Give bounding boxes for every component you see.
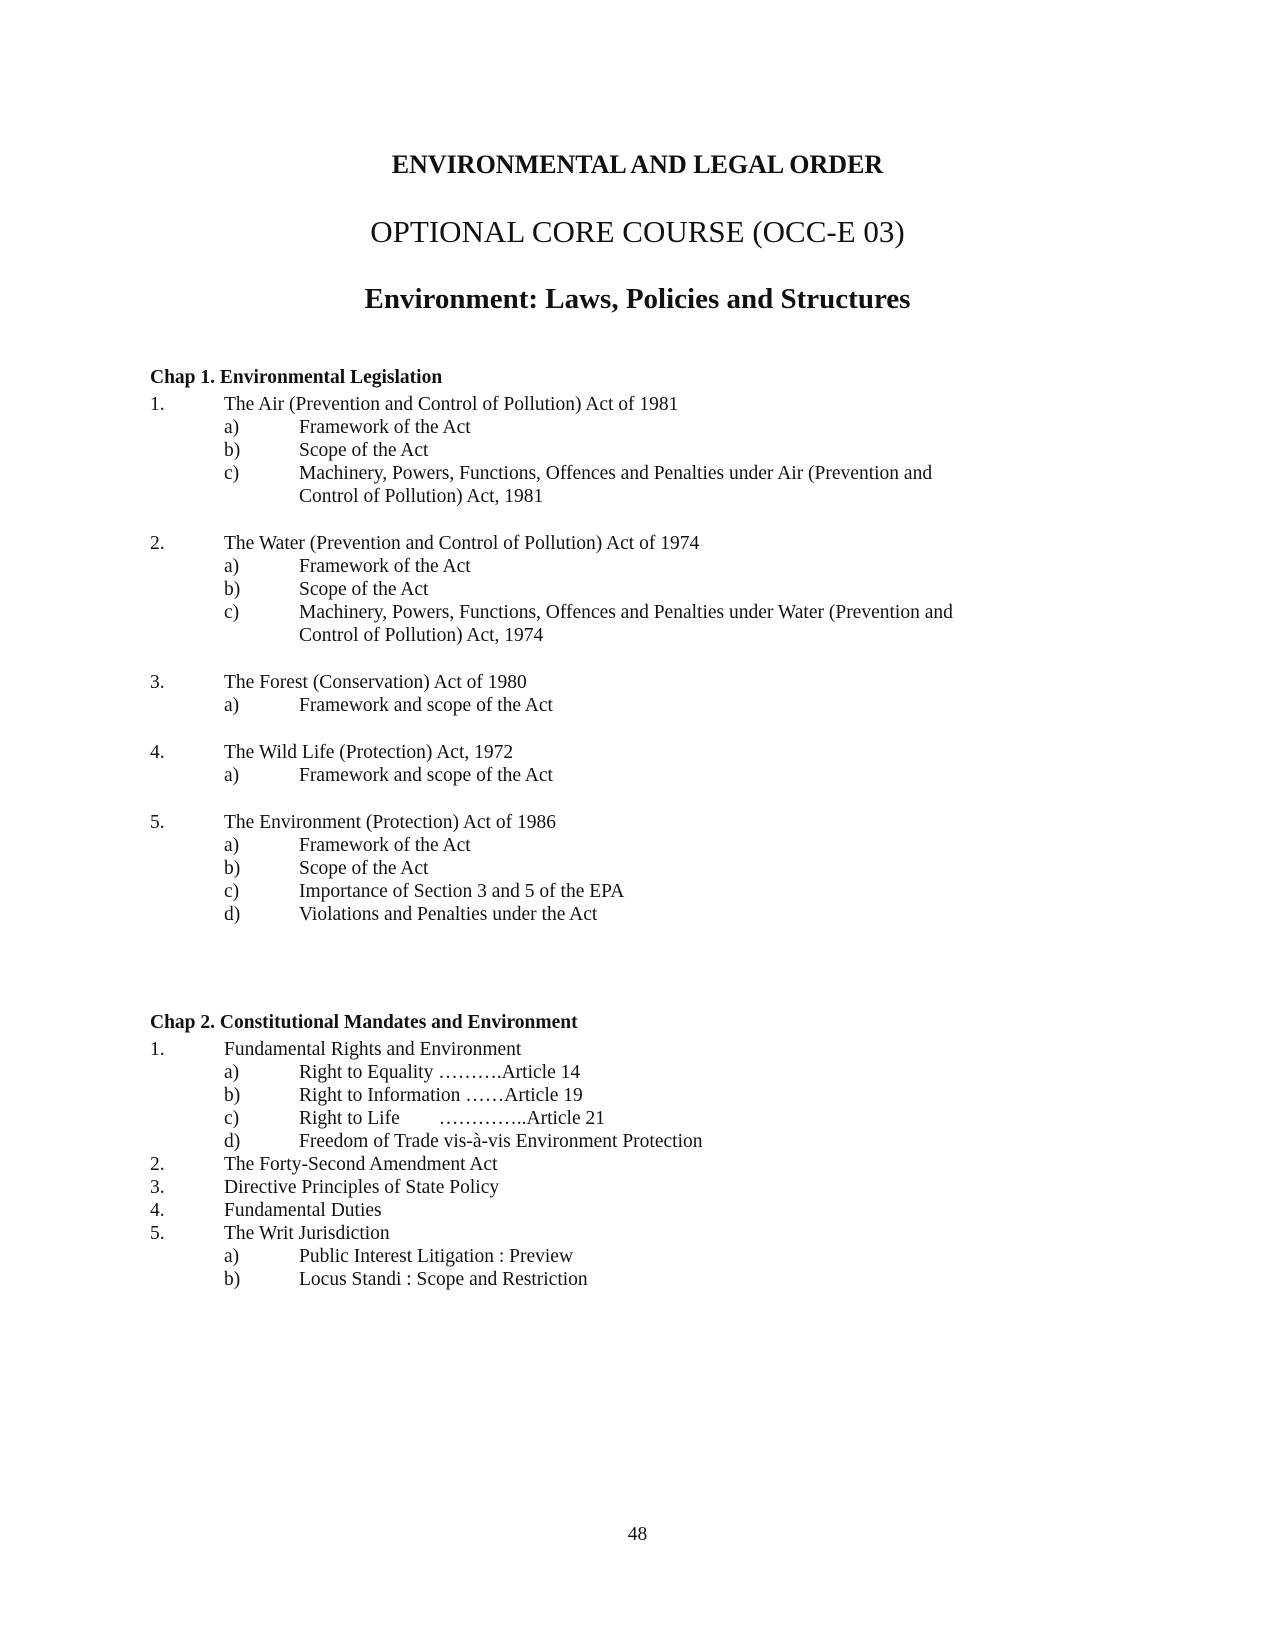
chapter-2-heading: Chap 2. Constitutional Mandates and Environment <box>150 1012 578 1033</box>
item-number: 4. <box>150 742 165 763</box>
item-number: 5. <box>150 1223 165 1244</box>
sub-item-letter: c) <box>224 1108 240 1129</box>
sub-item-text: Machinery, Powers, Functions, Offences and Penalties under Air (Prevention and <box>299 463 933 484</box>
sub-item-text: Framework of the Act <box>299 417 471 438</box>
sub-item-letter: b) <box>224 440 241 461</box>
page-number: 48 <box>627 1524 648 1545</box>
sub-item-text: Locus Standi : Scope and Restriction <box>299 1269 588 1290</box>
sub-item-text: Control of Pollution) Act, 1981 <box>299 486 544 507</box>
sub-item-letter: a) <box>224 1246 240 1267</box>
item-number: 2. <box>150 533 165 554</box>
document-title: ENVIRONMENTAL AND LEGAL ORDER <box>391 150 884 179</box>
sub-item-text: Importance of Section 3 and 5 of the EPA <box>299 881 625 902</box>
sub-item-letter: d) <box>224 1131 241 1152</box>
sub-item-text: Framework of the Act <box>299 835 471 856</box>
sub-item-text: Scope of the Act <box>299 858 429 879</box>
course-code-heading: OPTIONAL CORE COURSE (OCC-E 03) <box>370 214 905 249</box>
item-text: The Environment (Protection) Act of 1986 <box>224 812 556 833</box>
item-number: 3. <box>150 1177 165 1198</box>
sub-item-text: Public Interest Litigation : Preview <box>299 1246 574 1267</box>
sub-item-text: Framework of the Act <box>299 556 471 577</box>
sub-item-letter: c) <box>224 463 240 484</box>
sub-item-text: Machinery, Powers, Functions, Offences and Penalties under Water (Prevention and <box>299 602 953 623</box>
sub-item-letter: c) <box>224 881 240 902</box>
sub-item-letter: a) <box>224 835 240 856</box>
sub-item-letter: a) <box>224 1062 240 1083</box>
item-text: The Wild Life (Protection) Act, 1972 <box>224 742 514 763</box>
sub-item-text: Framework and scope of the Act <box>299 765 553 786</box>
sub-item-letter: a) <box>224 765 240 786</box>
sub-item-text: Right to Life …………..Article 21 <box>299 1108 606 1129</box>
item-number: 2. <box>150 1154 165 1175</box>
chapter-1-heading: Chap 1. Environmental Legislation <box>150 367 443 388</box>
item-number: 4. <box>150 1200 165 1221</box>
item-text: The Water (Prevention and Control of Pollution) Act of 1974 <box>224 533 700 554</box>
sub-item-text: Violations and Penalties under the Act <box>299 904 598 925</box>
sub-item-letter: c) <box>224 602 240 623</box>
sub-item-letter: a) <box>224 417 240 438</box>
sub-item-text: Scope of the Act <box>299 579 429 600</box>
sub-item-letter: b) <box>224 579 241 600</box>
item-text: Fundamental Duties <box>224 1200 382 1221</box>
item-number: 1. <box>150 394 165 415</box>
item-text: The Air (Prevention and Control of Pollution) Act of 1981 <box>224 394 679 415</box>
item-number: 1. <box>150 1039 165 1060</box>
sub-item-letter: d) <box>224 904 241 925</box>
sub-item-text: Right to Information ……Article 19 <box>299 1085 583 1106</box>
sub-item-letter: b) <box>224 1085 241 1106</box>
sub-item-letter: b) <box>224 1269 241 1290</box>
item-text: Fundamental Rights and Environment <box>224 1039 522 1060</box>
course-subtitle: Environment: Laws, Policies and Structures <box>364 283 911 315</box>
item-number: 5. <box>150 812 165 833</box>
item-text: The Writ Jurisdiction <box>224 1223 390 1244</box>
item-text: The Forest (Conservation) Act of 1980 <box>224 672 527 693</box>
sub-item-letter: a) <box>224 556 240 577</box>
sub-item-text: Right to Equality ……….Article 14 <box>299 1062 581 1083</box>
item-number: 3. <box>150 672 165 693</box>
sub-item-text: Scope of the Act <box>299 440 429 461</box>
sub-item-letter: b) <box>224 858 241 879</box>
sub-item-letter: a) <box>224 695 240 716</box>
item-text: The Forty-Second Amendment Act <box>224 1154 498 1175</box>
sub-item-text: Framework and scope of the Act <box>299 695 553 716</box>
sub-item-text: Control of Pollution) Act, 1974 <box>299 625 544 646</box>
sub-item-text: Freedom of Trade vis-à-vis Environment Protection <box>299 1131 703 1152</box>
item-text: Directive Principles of State Policy <box>224 1177 500 1198</box>
